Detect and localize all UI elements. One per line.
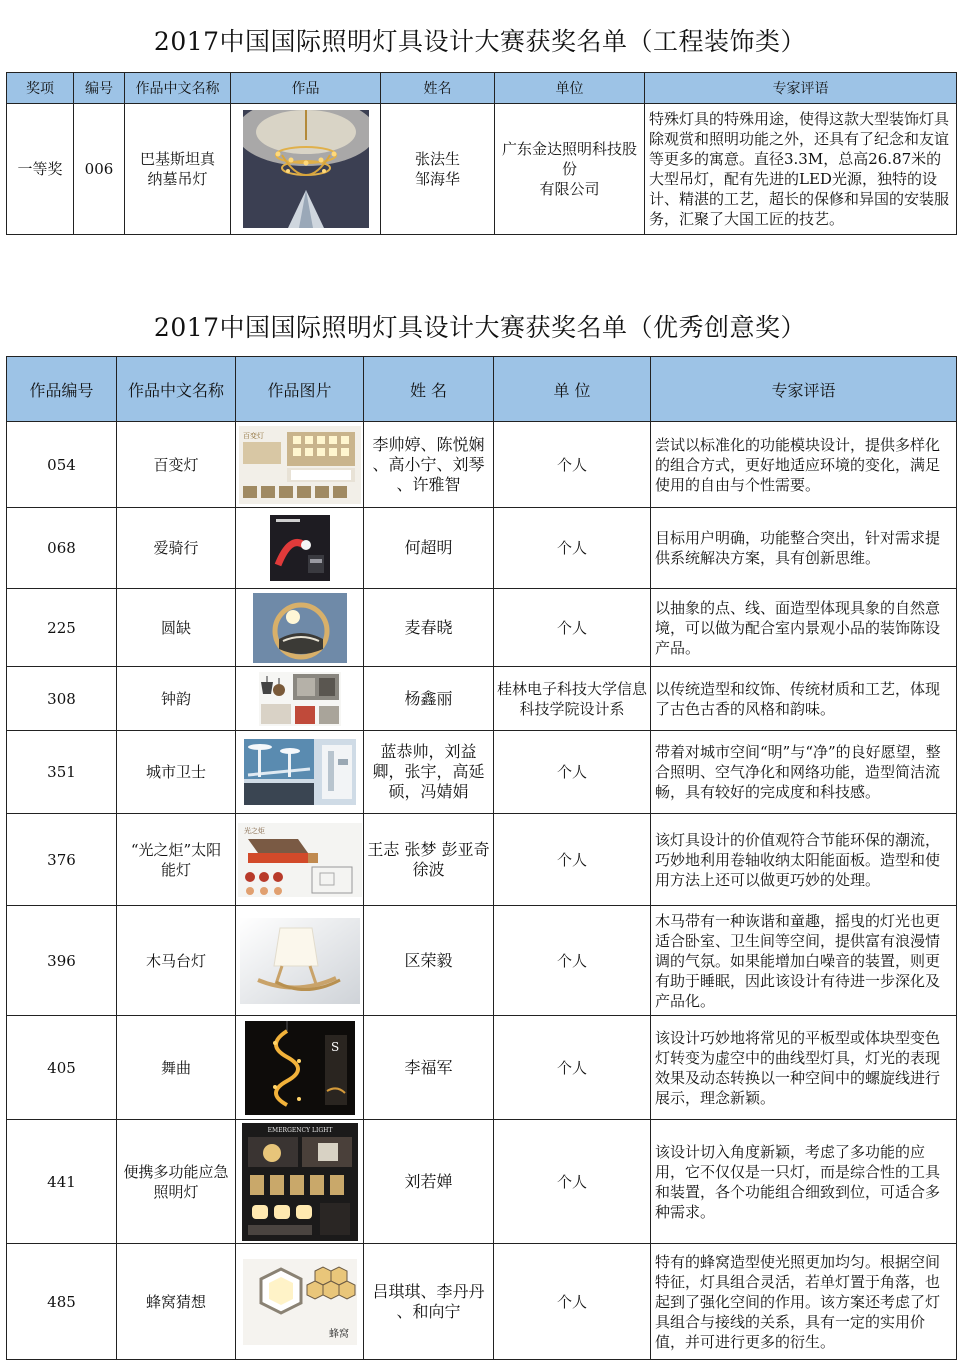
name-line: 爱骑行 [153,539,199,557]
person-line: 、许雅智 [396,474,461,494]
header-award: 奖项 [7,73,74,104]
person-line: 硕，冯婧娟 [388,782,469,801]
first-prize-table [6,72,957,235]
name-cell [117,906,236,1016]
name-cell [117,814,236,906]
header-review: 专家评语 [645,73,957,104]
number-cell: 396 [7,906,117,1016]
unit-line: 桂林电子科技大学信息 [496,679,647,698]
review-cell: 特殊灯具的特殊用途，使得这款大型装饰灯具除观赏和照明功能之外，还具有了纪念和友谊等更多的寓意。直径3.3M，总高26.87米的大型吊灯，配有先进的LED光源，独特的设计、精湛的工艺，超长的保修和异国的安装服务，汇聚了大国工匠的技艺。 [645,104,957,235]
unit-line: 个人 [556,618,587,637]
unit-line: 个人 [556,951,587,970]
section2-title: 2017中国国际照明灯具设计大赛获奖名单（优秀创意奖） [153,313,807,342]
review-cell: 目标用户明确，功能整合突出，针对需求提供系统解决方案，具有创新思维。 [651,508,957,589]
unit-cell [494,814,651,906]
number-cell: 485 [7,1244,117,1360]
name-line: 百变灯 [153,455,199,474]
zhongyun-lamp-image [259,672,341,726]
creative-award-table [6,356,957,1360]
person-cell [364,1120,494,1244]
table-row [7,1244,957,1360]
table-row [7,1016,957,1120]
name-line: 舞曲 [160,1058,191,1077]
unit-cell [495,104,645,235]
number-cell: 006 [74,104,125,235]
person-line: 刘若婵 [404,1171,453,1191]
name-line: 照明灯 [153,1182,199,1201]
unit-line: 有限公司 [539,180,600,198]
person-cell [364,1016,494,1120]
header-work: 作品 [231,73,381,104]
name-cell [117,731,236,814]
header-unit: 单 位 [494,357,651,422]
bike-lamp-image [270,515,330,581]
rocking-horse-lamp-image [240,918,360,1004]
award-cell: 一等奖 [7,104,74,235]
yuanque-lamp-image [253,593,347,663]
name-cell [117,1016,236,1120]
review-cell: 特有的蜂窝造型使光照更加均匀。根据空间特征，灯具组合灵活，若单灯置于角落，也起到了强化空间的作用。该方案还考虑了灯具组合与接线的关系，具有一定的实用价值，并可进行更多的衍生。 [651,1244,957,1360]
image-caption: 百变灯 [242,431,264,440]
person-line: 王志 张梦 彭亚奇 [367,839,490,859]
number-cell: 308 [7,667,117,731]
unit-line: 个人 [556,539,587,557]
review-cell: 以传统造型和纹饰、传统材质和工艺，体现了古色古香的风格和韵味。 [651,667,957,731]
number-cell: 225 [7,589,117,667]
person-cell [364,906,494,1016]
review-cell: 木马带有一种诙谐和童趣，摇曳的灯光也更适合卧室、卫生间等空间，提供富有浪漫情调的气氛。如果能增加白噪音的装置，则更有助于睡眠，因此该设计有待进一步深化及产品化。 [651,906,957,1016]
image-cell [236,422,364,508]
person-line: 蓝恭帅，刘益 [380,742,477,761]
image-caption: 蜂窝 [328,1328,349,1340]
table-header-row [7,357,957,422]
table-header-row [7,73,957,104]
unit-cell [494,422,651,508]
unit-line: 个人 [556,1172,587,1191]
table-row [7,667,957,731]
number-cell: 441 [7,1120,117,1244]
name-line: 巴基斯坦真 [139,150,215,168]
review-cell: 该设计切入角度新颖，考虑了多功能的应用，它不仅仅是一只灯，而是综合性的工具和装置，各个功能组合细致到位，可适合多种需求。 [651,1120,957,1244]
person-line: 区荣毅 [404,950,453,970]
header-person: 姓名 [381,73,495,104]
image-cell [236,814,364,906]
unit-cell [494,667,651,731]
person-cell [364,731,494,814]
image-cell [236,667,364,731]
table-row [7,906,957,1016]
header-unit: 单位 [495,73,645,104]
unit-line: 个人 [556,455,587,474]
person-line: 李福军 [404,1057,453,1077]
person-line: 徐波 [412,859,445,879]
unit-cell [494,508,651,589]
name-cell [117,508,236,589]
person-cell [381,104,495,235]
name-cell [125,104,231,235]
unit-cell [494,589,651,667]
review-cell: 该设计巧妙地将常见的平板型或体块型变色灯转变为虚空中的曲线型灯具，灯光的表现效果及动态转换以一种空间中的螺旋线进行展示，理念新颖。 [651,1016,957,1120]
unit-line: 个人 [556,1058,587,1077]
person-line: 麦春晓 [404,617,453,637]
header-image: 作品图片 [236,357,364,422]
image-cell [236,731,364,814]
unit-cell [494,1016,651,1120]
name-cell [117,1120,236,1244]
review-cell: 尝试以标准化的功能模块设计，提供多样化的组合方式，更好地适应环境的变化，满足使用的自由与个性需要。 [651,422,957,508]
chandelier-photo [243,110,369,228]
person-cell [364,508,494,589]
person-line: 张法生 [414,150,460,168]
table-row [7,508,957,589]
name-cell [117,589,236,667]
city-guard-lamp-image [244,739,356,805]
table-row [7,589,957,667]
person-cell [364,814,494,906]
image-cell [236,906,364,1016]
name-line: 便携多功能应急 [123,1162,229,1181]
review-cell: 该灯具设计的价值观符合节能环保的潮流，巧妙地利用卷轴收纳太阳能面板。造型和使用方法上还可以做更巧妙的处理。 [651,814,957,906]
image-caption: EMERGENCY LIGHT [267,1126,332,1134]
header-number: 作品编号 [7,357,117,422]
person-line: 卿，张宇，高延 [372,762,485,781]
person-line: 杨鑫丽 [404,688,453,708]
header-review: 专家评语 [651,357,957,422]
name-line: “光之炬”太阳 [130,840,222,859]
name-line: 木马台灯 [145,951,206,970]
unit-cell [494,1244,651,1360]
number-cell: 068 [7,508,117,589]
image-cell [236,508,364,589]
review-cell: 以抽象的点、线、面造型体现具象的自然意境，可以做为配合室内景观小品的装饰陈设产品。 [651,589,957,667]
emergency-lamp-image [242,1123,358,1241]
table-row [7,731,957,814]
section1-title: 2017中国国际照明灯具设计大赛获奖名单（工程装饰类） [153,27,807,56]
image-cell [236,1016,364,1120]
image-caption: S [330,1039,339,1054]
unit-line: 广东金达照明科技股份 [501,140,637,178]
name-cell [117,667,236,731]
header-name: 作品中文名称 [125,73,231,104]
bianbian-lamp-image [239,426,361,504]
table-row [7,104,957,235]
header-person: 姓 名 [364,357,494,422]
number-cell: 054 [7,422,117,508]
name-line: 能灯 [160,860,191,879]
name-cell [117,1244,236,1360]
table-row [7,422,957,508]
person-line: 何超明 [404,538,453,557]
number-cell: 351 [7,731,117,814]
solar-torch-lamp-image [238,823,362,897]
person-line: 李帅婷、陈悦娴 [372,434,485,454]
work-image-cell [231,104,381,235]
person-line: 邹海华 [414,170,460,188]
image-cell [236,1244,364,1360]
wuqu-lamp-image [245,1021,355,1115]
unit-line: 个人 [556,850,587,869]
unit-cell [494,1120,651,1244]
person-cell [364,422,494,508]
image-cell [236,1120,364,1244]
honeycomb-lamp-image [243,1259,357,1345]
number-cell: 405 [7,1016,117,1120]
table-row [7,814,957,906]
name-line: 钟韵 [160,689,191,708]
unit-cell [494,731,651,814]
image-cell [236,589,364,667]
number-cell: 376 [7,814,117,906]
name-line: 纳墓吊灯 [147,170,208,188]
person-line: 吕琪琪、李丹丹 [372,1281,485,1301]
image-caption: 光之炬 [243,826,265,835]
unit-line: 科技学院设计系 [519,699,625,718]
header-name: 作品中文名称 [117,357,236,422]
person-line: 、和向宁 [396,1301,461,1321]
person-cell [364,1244,494,1360]
name-line: 圆缺 [160,618,191,637]
review-cell: 带着对城市空间“明”与“净”的良好愿望，整合照明、空气净化和网络功能，造型简洁流畅，具有较好的完成度和科技感。 [651,731,957,814]
person-cell [364,589,494,667]
header-number: 编号 [74,73,125,104]
name-cell [117,422,236,508]
unit-line: 个人 [556,1292,587,1311]
person-cell [364,667,494,731]
person-line: 、高小宁、刘琴 [372,454,485,474]
name-line: 城市卫士 [145,763,206,781]
table-row [7,1120,957,1244]
unit-line: 个人 [556,763,587,781]
name-line: 蜂窝猜想 [145,1292,206,1311]
unit-cell [494,906,651,1016]
